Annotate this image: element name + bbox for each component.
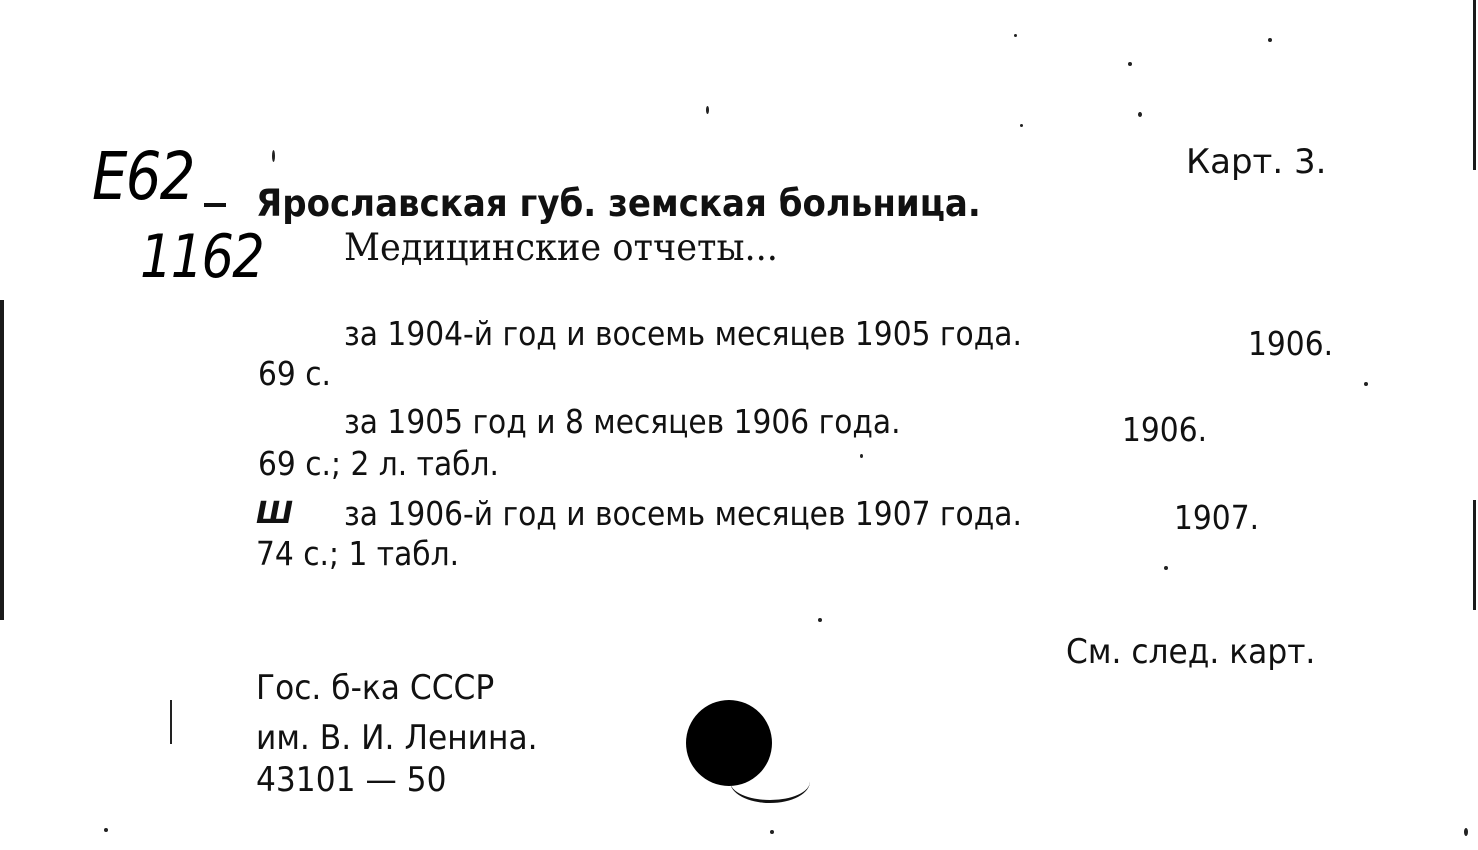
- entry-3-text: за 1906-й год и восемь месяцев 1907 года.: [344, 494, 1022, 533]
- speck: [170, 700, 172, 744]
- entry-3-mark: Ш: [256, 496, 294, 531]
- library-line-2: им. В. И. Ленина.: [256, 718, 538, 758]
- card-right-edge: [1473, 0, 1476, 170]
- speck: [1268, 38, 1272, 42]
- entry-2-pages: 69 с.; 2 л. табл.: [258, 444, 499, 483]
- speck: [818, 618, 822, 622]
- card-right-edge-lower: [1473, 500, 1476, 610]
- entry-3-pages: 74 с.; 1 табл.: [256, 534, 460, 573]
- entry-1-text: за 1904-й год и восемь месяцев 1905 года.: [344, 314, 1022, 353]
- entry-2-year: 1906.: [1122, 410, 1208, 449]
- entry-1-year: 1906.: [1248, 324, 1334, 363]
- speck: [1128, 62, 1132, 66]
- card-left-edge: [0, 300, 4, 620]
- shelf-code: E62: [92, 138, 194, 215]
- heading-title: Ярославская губ. земская больница.: [256, 182, 981, 225]
- library-line-1: Гос. б-ка СССР: [256, 668, 495, 708]
- shelf-code-dash: [204, 203, 226, 207]
- speck: [706, 106, 709, 114]
- speck: [770, 830, 774, 834]
- punch-hole-tail: [730, 760, 810, 803]
- see-next-card: См. след. карт.: [1066, 632, 1316, 672]
- card-number: Карт. 3.: [1186, 142, 1327, 182]
- shelf-number: 1162: [140, 222, 263, 292]
- entry-2-text: за 1905 год и 8 месяцев 1906 года.: [344, 402, 901, 441]
- speck: [1464, 828, 1468, 836]
- speck: [1020, 124, 1023, 127]
- speck: [1014, 34, 1017, 37]
- speck: [272, 150, 275, 162]
- speck: [1138, 112, 1142, 117]
- speck: [1164, 566, 1168, 570]
- entry-1-pages: 69 с.: [258, 354, 332, 393]
- speck: [1364, 382, 1368, 386]
- speck: [860, 454, 863, 458]
- speck: [104, 828, 108, 832]
- library-line-3: 43101 — 50: [256, 760, 447, 800]
- heading-subtitle: Медицинские отчеты...: [344, 226, 778, 269]
- entry-3-year: 1907.: [1174, 498, 1260, 537]
